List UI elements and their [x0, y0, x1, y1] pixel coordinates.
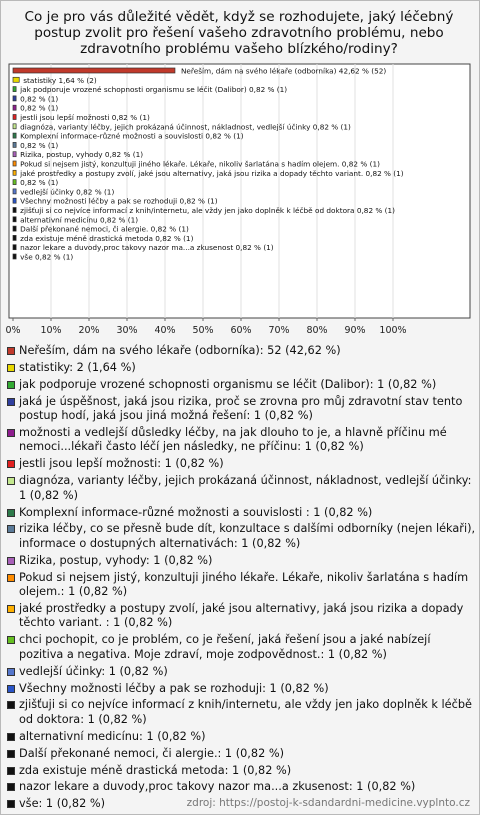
chart-legend: [6, 344, 476, 814]
bar-label: alternativní medicínu 0,82 % (1): [20, 215, 139, 225]
legend-label: diagnóza, varianty léčby, jejich prokázaná účinnost, nákladnost, vedlejší účinky: 1 (0,82 %): [19, 474, 472, 502]
legend-swatch: [7, 750, 15, 758]
legend-swatch: [7, 525, 15, 533]
legend-label: jaká je úspěšnost, jaká jsou rizika, proč se zrovna pro můj zdravotní stav tento postup hodí, jaká jsou jiná možná řešení: 1 (0,82 %): [19, 394, 463, 423]
bar-label: Rizika, postup, vyhody 0,82 % (1): [20, 150, 144, 160]
legend-swatch: [7, 636, 15, 644]
x-tick-label: 100%: [379, 325, 407, 336]
x-tick-label: 10%: [40, 325, 62, 336]
legend-item: [6, 665, 476, 679]
legend-swatch: [7, 668, 15, 676]
bar-label: 0,82 % (1): [20, 94, 59, 104]
legend-item: [6, 602, 476, 631]
bar-label: nazor lekare a duvody,proc takovy nazor ma...a zkusenost 0,82 % (1): [20, 243, 274, 253]
legend-label: možnosti a vedlejší důsledky léčby, na jak dlouho to je, a hlavně příčinu mé nemoci...lékaři často léčí jen následky, ne příčinu: 1 (0,82 %): [19, 426, 447, 454]
legend-swatch: [7, 783, 15, 791]
legend-swatch: [7, 685, 15, 693]
legend-swatch: [7, 364, 15, 372]
legend-label: jaké prostředky a postupy zvolí, jaké jsou alternativy, jaká jsou rizika a dopady těchto variant. : 1 (0,82 %): [19, 602, 464, 630]
legend-swatch: [7, 347, 15, 355]
bar-label: zjišťuji si co nejvíce informací z knih/internetu, ale vždy jen jako doplněk k léčbě od doktora 0,82 % (1): [20, 206, 396, 215]
bar-label: statistiky 1,64 % (2): [23, 75, 97, 85]
bar: [13, 254, 16, 259]
legend-label: alternativní medicínu: 1 (0,82 %): [19, 729, 206, 743]
legend-label: vedlejší účinky: 1 (0,82 %): [19, 664, 168, 678]
bar-label: jak podporuje vrozené schopnosti organismu se léčit (Dalibor) 0,82 % (1): [20, 85, 288, 95]
legend-label: rizika léčby, co se přesně bude dít, konzultace s dalšími odborníky (nejen lékaři), informace o dostupných alternativách: 1 (0,82 %): [19, 522, 476, 550]
legend-swatch: [7, 398, 15, 406]
bar-label: Komplexní informace-různé možnosti a souvislosti 0,82 % (1): [20, 131, 244, 141]
legend-item: [6, 554, 476, 568]
legend-swatch: [7, 477, 15, 485]
bar-label: diagnóza, varianty léčby, jejich prokázaná účinnost, nákladnost, vedlejší účinky 0,82 % (1): [20, 122, 351, 132]
legend-item: [6, 780, 476, 794]
legend-label: Rizika, postup, vyhody: 1 (0,82 %): [19, 553, 213, 567]
x-tick-label: 90%: [344, 325, 366, 336]
bar: [13, 68, 175, 73]
legend-label: Pokud si nejsem jistý, konzultuji jiného lékaře. Lékaře, nikoliv šarlatána s hadím olejem.: 1 (0,82 %): [19, 570, 469, 599]
bar-label: Pokud si nejsem jistý, konzultuji jiného lékaře. Lékaře, nikoliv šarlatána s hadím olejem. 0,82 % (1): [20, 159, 380, 169]
legend-label: chci pochopit, co je problém, co je řešení, jaká řešení jsou a jaké nabízejí pozitiva a negativa. Moje zdraví, moje zodpovědnost.: 1 (0,82 %): [19, 633, 431, 661]
legend-swatch: [7, 509, 15, 517]
legend-item: [6, 730, 476, 744]
legend-item: [6, 698, 476, 727]
bar-label: Všechny možnosti léčby a pak se rozhoduji 0,82 % (1): [20, 196, 218, 206]
bar: [13, 115, 16, 120]
x-tick-label: 30%: [116, 325, 138, 336]
bar-label: Neřeším, dám na svého lékaře (odborníka) 42,62 % (52): [180, 66, 387, 76]
x-tick-label: 50%: [192, 325, 214, 336]
bar: [13, 217, 16, 222]
legend-swatch: [7, 460, 15, 468]
bar: [13, 96, 16, 101]
title-line: postup zvolit pro řešení vašeho zdravotního problému, nebo: [34, 25, 444, 41]
bar: [13, 226, 16, 231]
bar-label: jaké prostředky a postupy zvolí, jaké jsou alternativy, jaká jsou rizika a dopady těchto variant. 0,82 % (1): [20, 168, 404, 178]
bar: [13, 235, 16, 240]
legend-item: [6, 506, 476, 520]
legend-label: Neřeším, dám na svého lékaře (odborníka): 52 (42,62 %): [19, 344, 341, 357]
legend-label: zda existuje méně drastická metoda: 1 (0,82 %): [19, 763, 292, 777]
legend-item: [6, 344, 476, 358]
x-tick-label: 70%: [268, 325, 290, 336]
bar-label: 0,82 % (1): [20, 140, 59, 150]
x-tick-label: 80%: [306, 325, 328, 336]
bar-label: Další překonané nemoci, či alergie. 0,82 % (1): [20, 224, 189, 234]
legend-label: jak podporuje vrozené schopnosti organismu se léčit (Dalibor): 1 (0,82 %): [19, 377, 437, 391]
legend-swatch: [7, 429, 15, 437]
legend-label: jestli jsou lepší možnosti: 1 (0,82 %): [19, 457, 224, 471]
legend-item: [6, 747, 476, 761]
bar: [13, 124, 16, 129]
legend-label: statistiky: 2 (1,64 %): [19, 360, 136, 374]
legend-swatch: [7, 605, 15, 613]
bar: [13, 105, 16, 110]
legend-label: zjišťuji si co nejvíce informací z knih/internetu, ale vždy jen jako doplněk k léčbě od doktora: 1 (0,82 %): [19, 698, 472, 726]
bar: [13, 208, 16, 213]
legend-swatch: [7, 767, 15, 775]
bar: [13, 245, 16, 250]
legend-label: vše: 1 (0,82 %): [19, 797, 105, 811]
legend-swatch: [7, 733, 15, 741]
bar: [13, 133, 16, 138]
bar: [13, 142, 16, 147]
legend-item: [6, 474, 476, 503]
bar-label: vše 0,82 % (1): [20, 252, 74, 262]
x-tick-label: 20%: [78, 325, 100, 336]
legend-swatch: [7, 800, 15, 808]
legend-item: [6, 571, 476, 600]
legend-item: [6, 426, 476, 455]
source-link[interactable]: zdroj: https://postoj-k-sdandardni-medicine.vyplnto.cz: [186, 797, 470, 809]
legend-item: [6, 633, 476, 662]
bar-label: 0,82 % (1): [20, 178, 59, 188]
legend-item: [6, 457, 476, 471]
legend-item: [6, 522, 476, 551]
bar: [13, 77, 19, 82]
legend-swatch: [7, 574, 15, 582]
bar-chart: [0, 0, 480, 345]
bar-label: jestli jsou lepší možnosti 0,82 % (1): [20, 113, 150, 122]
legend-item: [6, 764, 476, 778]
legend-label: Všechny možnosti léčby a pak se rozhoduji: 1 (0,82 %): [19, 681, 329, 695]
bar: [13, 87, 16, 92]
legend-label: Další překonané nemoci, či alergie.: 1 (0,82 %): [19, 746, 285, 760]
legend-swatch: [7, 557, 15, 565]
legend-label: Komplexní informace-různé možnosti a souvislosti : 1 (0,82 %): [19, 505, 373, 519]
legend-swatch: [7, 701, 15, 709]
title-line: Co je pro vás důležité vědět, když se rozhodujete, jaký léčebný: [24, 9, 454, 25]
legend-item: [6, 361, 476, 375]
bar-label: vedlejší účinky 0,82 % (1): [20, 187, 115, 197]
legend-item: [6, 395, 476, 424]
x-tick-label: 40%: [154, 325, 176, 336]
legend-label: nazor lekare a duvody,proc takovy nazor ma...a zkusenost: 1 (0,82 %): [19, 780, 416, 794]
bar: [13, 170, 16, 175]
bar: [13, 161, 16, 166]
title-line: zdravotního problému vašeho blízkého/rodiny?: [80, 41, 398, 57]
legend-swatch: [7, 381, 15, 389]
bar: [13, 180, 16, 185]
x-tick-label: 0%: [5, 325, 21, 336]
bar: [13, 189, 16, 194]
bar-label: zda existuje méně drastická metoda 0,82 % (1): [20, 233, 194, 243]
legend-item: [6, 682, 476, 696]
x-tick-label: 60%: [230, 325, 252, 336]
legend-item: [6, 378, 476, 392]
bar-label: 0,82 % (1): [20, 103, 59, 113]
bar: [13, 198, 16, 203]
bar: [13, 152, 16, 157]
